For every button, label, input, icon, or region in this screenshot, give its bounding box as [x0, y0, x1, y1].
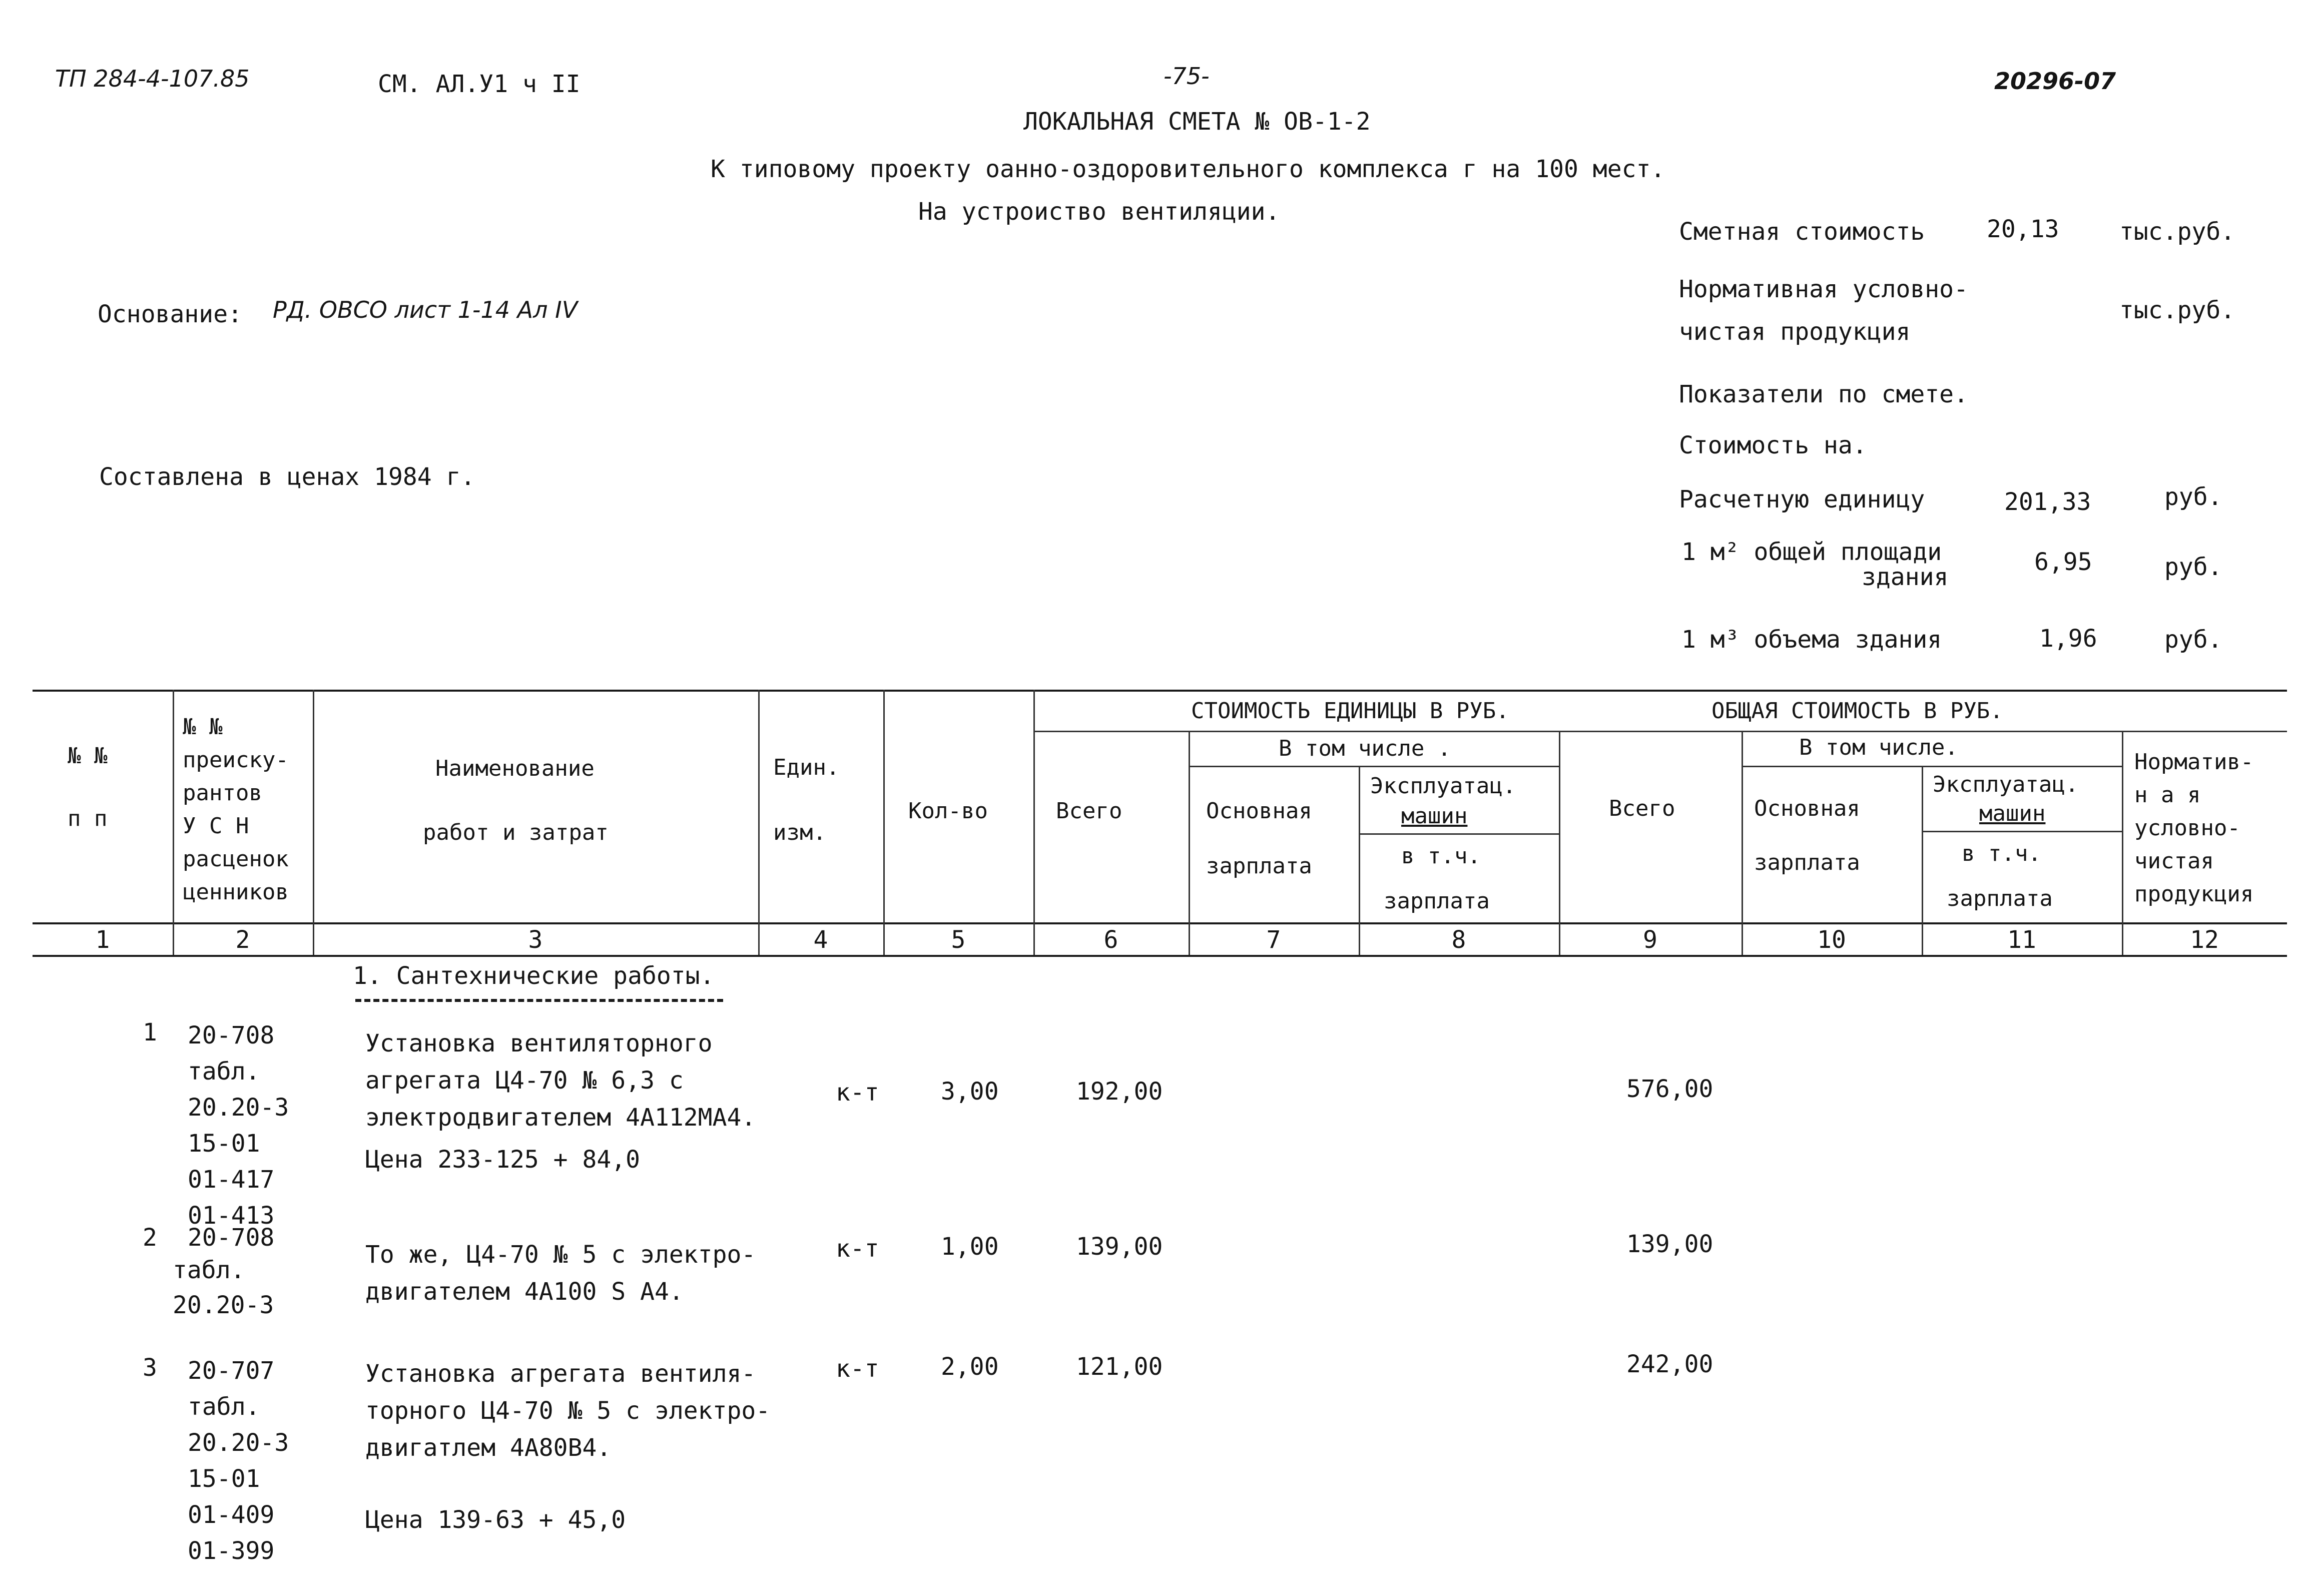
prices-note: Составлена в ценах 1984 г. [99, 463, 475, 491]
col-number: 11 [2007, 926, 2036, 954]
col12-line: Норматив- [2134, 749, 2254, 775]
row-unit: к-т [836, 1235, 879, 1263]
volume-unit: руб. [2164, 626, 2222, 654]
row-unit: к-т [836, 1355, 879, 1383]
col2-head [183, 711, 289, 909]
col7-head-2: зарплата [1206, 853, 1312, 879]
code-line: 01-413 [188, 1202, 275, 1230]
area-unit: руб. [2164, 553, 2222, 581]
col2-line: № № [183, 714, 223, 740]
col8-head-4: зарплата [1384, 888, 1490, 914]
col8-head-3: в т.ч. [1401, 843, 1481, 869]
row-code: табл. [173, 1256, 245, 1284]
col2-line: рантов [183, 780, 262, 806]
code-line: 01-399 [188, 1537, 275, 1565]
code-line: 20.20-3 [188, 1094, 289, 1122]
vrule-6 [1189, 731, 1190, 955]
sub-rule-8 [1359, 833, 1559, 835]
col12-line: н а я [2134, 782, 2201, 808]
desc-line: Цена 233-125 + 84,0 [365, 1146, 641, 1174]
incl-label-left: В том числе . [1279, 736, 1451, 761]
code-line: табл. [188, 1057, 260, 1086]
volume-label: 1 м³ объема здания [1681, 626, 1942, 654]
col10-head-2: зарплата [1754, 850, 1860, 875]
row-quantity: 2,00 [941, 1353, 999, 1381]
row-unit-price: 192,00 [1076, 1078, 1163, 1106]
section-title: 1. Сантехнические работы. [353, 962, 715, 990]
vrule-11 [2122, 731, 2123, 955]
code-line: 20-707 [188, 1357, 275, 1385]
col9-head: Всего [1609, 796, 1675, 821]
col3-head-2: работ и затрат [423, 820, 609, 845]
row-code: 20.20-3 [173, 1291, 274, 1319]
area-label-1: 1 м² общей площади [1681, 538, 1942, 566]
code-line: 20.20-3 [188, 1429, 289, 1457]
vrule-3 [758, 690, 760, 955]
row-description [365, 1025, 756, 1178]
normative-label-1: Нормативная условно- [1679, 275, 1968, 303]
row-description [365, 1355, 770, 1538]
col-number: 9 [1643, 926, 1657, 954]
col7-head-1: Основная [1206, 798, 1312, 824]
group-total-cost: ОБЩАЯ СТОИМОСТЬ В РУБ. [1711, 698, 2003, 724]
col1-head-1: № № [68, 743, 108, 769]
row-quantity: 3,00 [941, 1078, 999, 1106]
col4-head-1: Един. [773, 755, 840, 780]
group-rule [1033, 731, 2287, 732]
col8-head-1: Эксплуатац. [1370, 773, 1516, 799]
indicators-label: Показатели по смете. [1679, 380, 1968, 408]
volume-value: 1,96 [2039, 625, 2097, 653]
code-line: 15-01 [188, 1465, 260, 1493]
row-total: 576,00 [1626, 1075, 1713, 1103]
col11-head-1: Эксплуатац. [1933, 772, 2079, 797]
doc-code: ТП 284-4-107.85 [55, 65, 250, 92]
row-number: 1 [143, 1018, 157, 1046]
col-number: 3 [528, 926, 543, 954]
incl-rule-left [1189, 766, 1559, 767]
cost-label: Сметная стоимость [1679, 218, 1925, 246]
col2-line: преиску- [183, 747, 289, 773]
col11-head-4: зарплата [1947, 886, 2053, 911]
desc-line: двигателем 4А100 S А4. [365, 1278, 684, 1306]
estimate-purpose: На устроиство вентиляции. [918, 198, 1280, 226]
col-number: 1 [95, 926, 110, 954]
row-quantity: 1,00 [941, 1233, 999, 1261]
desc-line: агрегата Ц4-70 № 6,3 с [365, 1067, 684, 1095]
numbers-bottom-rule [33, 955, 2287, 957]
col-number: 4 [813, 926, 828, 954]
col-number: 2 [235, 926, 250, 954]
code-line: 01-409 [188, 1501, 275, 1529]
sub-rule-11 [1922, 831, 2122, 832]
col12-line: чистая [2134, 848, 2214, 874]
desc-line: Установка агрегата вентиля- [365, 1360, 756, 1388]
vrule-1 [173, 690, 174, 955]
normative-unit: тыс.руб. [2119, 296, 2235, 324]
area-label-2: здания [1862, 563, 1949, 591]
col2-line: расценок [183, 846, 289, 872]
col11-head-2: машин [1979, 801, 2046, 826]
row-unit: к-т [836, 1079, 879, 1107]
header-bottom-rule [33, 922, 2287, 924]
archive-number: 20296-07 [1994, 68, 2116, 95]
cost-per-label: Стоимость на. [1679, 431, 1867, 459]
code-line: 20-708 [188, 1021, 275, 1049]
col-number: 8 [1451, 926, 1466, 954]
cost-value: 20,13 [1987, 215, 2059, 243]
desc-line: торного Ц4-70 № 5 с электро- [365, 1397, 771, 1425]
col2-line: ценников [183, 879, 289, 905]
page-number: -75- [1164, 63, 1210, 90]
row-total: 139,00 [1626, 1230, 1713, 1258]
row-total: 242,00 [1626, 1350, 1713, 1378]
col-number: 7 [1266, 926, 1281, 954]
incl-label-right: В том числе. [1799, 735, 1958, 760]
vrule-5 [1033, 690, 1035, 955]
vrule-8 [1559, 731, 1560, 955]
col1-head-2: п п [68, 806, 108, 831]
col12-line: продукция [2134, 881, 2254, 907]
code-line: 01-417 [188, 1166, 275, 1194]
row-description [365, 1236, 756, 1310]
estimate-subtitle: К типовому проекту оанно-оздоровительного комплекса г на 100 мест. [711, 155, 1665, 183]
col-number: 5 [951, 926, 966, 954]
area-value: 6,95 [2034, 548, 2092, 576]
col11-head-3: в т.ч. [1962, 841, 2041, 866]
col-number: 12 [2190, 926, 2219, 954]
desc-line: Установка вентиляторного [365, 1029, 713, 1057]
code-line: 15-01 [188, 1130, 260, 1158]
col3-head-1: Наименование [435, 756, 595, 781]
row-codes [188, 1353, 289, 1569]
col-number: 6 [1103, 926, 1118, 954]
section-underline [355, 999, 723, 1002]
desc-line: двигатлем 4А80В4. [365, 1434, 612, 1462]
vrule-2 [313, 690, 314, 955]
row-number: 3 [143, 1354, 157, 1382]
group-unit-cost: СТОИМОСТЬ ЕДИНИЦЫ В РУБ. [1191, 698, 1509, 724]
calc-unit-label: Расчетную единицу [1679, 485, 1925, 513]
code-line: табл. [188, 1393, 260, 1421]
calc-unit-unit: руб. [2164, 483, 2222, 511]
table-top-rule [33, 690, 2287, 692]
row-unit-price: 121,00 [1076, 1353, 1163, 1381]
row-code: 20-708 [188, 1224, 275, 1252]
calc-unit-value: 201,33 [2004, 488, 2091, 516]
desc-line: электродвигателем 4А112МА4. [365, 1104, 756, 1132]
row-unit-price: 139,00 [1076, 1233, 1163, 1261]
basis-value: РД. ОВСО лист 1-14 Ал IV [273, 296, 578, 323]
vrule-4 [883, 690, 885, 955]
col4-head-2: изм. [773, 820, 826, 845]
normative-label-2: чистая продукция [1679, 318, 1911, 346]
col8-head-2: машин [1401, 803, 1468, 829]
vrule-9 [1742, 731, 1743, 955]
col-number: 10 [1817, 926, 1846, 954]
col12-head [2134, 746, 2253, 911]
basis-label: Основание: [98, 300, 242, 328]
cost-unit: тыс.руб. [2119, 218, 2235, 246]
desc-line: То же, Ц4-70 № 5 с электро- [365, 1241, 756, 1269]
col12-line: условно- [2134, 815, 2240, 841]
see-reference: СМ. АЛ.У1 ч II [378, 70, 581, 98]
estimate-title: ЛОКАЛЬНАЯ СМЕТА № ОВ-1-2 [1023, 108, 1371, 136]
row-codes [188, 1017, 289, 1234]
col5-head: Кол-во [908, 798, 988, 824]
desc-line: Цена 139-63 + 45,0 [365, 1506, 626, 1534]
col2-line: У С Н [183, 813, 249, 839]
col10-head-1: Основная [1754, 796, 1860, 821]
col6-head: Всего [1056, 798, 1122, 824]
row-number: 2 [143, 1224, 157, 1252]
incl-rule-right [1742, 766, 2122, 767]
